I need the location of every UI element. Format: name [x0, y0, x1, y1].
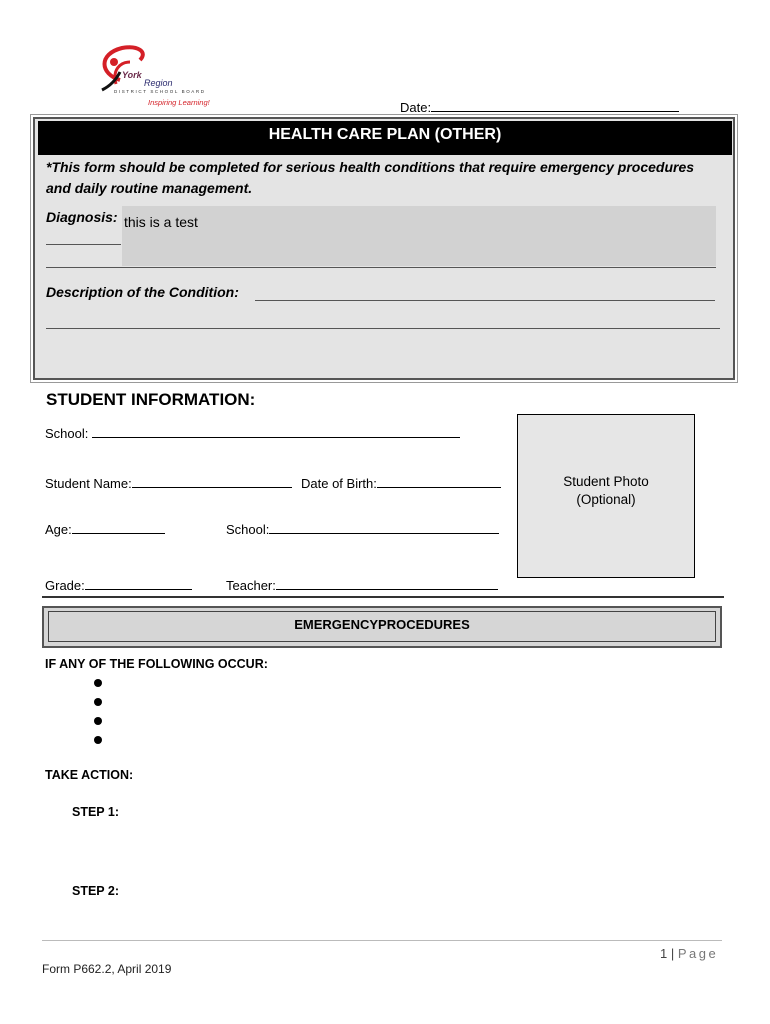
grade-input-line[interactable]: [85, 576, 192, 590]
school-field[interactable]: [45, 424, 460, 441]
teacher-field[interactable]: [226, 576, 498, 593]
grade-label: Grade:: [45, 578, 85, 593]
age-input-line[interactable]: [72, 520, 165, 534]
diagnosis-underline: [46, 244, 121, 245]
footer-divider: [42, 940, 722, 941]
date-label: Date:: [400, 100, 432, 115]
logo-tagline: Inspiring Learning!: [148, 98, 210, 107]
step-2-label: STEP 2:: [72, 884, 120, 898]
logo-word-york: York: [122, 70, 142, 80]
school2-input-line[interactable]: [269, 520, 499, 534]
page-separator: |: [670, 946, 675, 961]
bullet-item-3: [94, 717, 102, 725]
school2-label: School:: [226, 522, 270, 537]
age-label: Age:: [45, 522, 72, 537]
emergency-procedures-title: EMERGENCYPROCEDURES: [48, 611, 716, 642]
description-input-line[interactable]: [255, 284, 715, 301]
teacher-label: Teacher:: [226, 578, 276, 593]
if-any-heading: IF ANY OF THE FOLLOWING OCCUR:: [45, 657, 268, 671]
take-action-heading: TAKE ACTION:: [45, 768, 134, 782]
grade-field[interactable]: [45, 576, 192, 593]
dob-label: Date of Birth:: [301, 476, 377, 491]
student-name-label: Student Name:: [45, 476, 132, 491]
school-input-line[interactable]: [92, 424, 460, 438]
student-name-field[interactable]: [45, 474, 292, 491]
form-identifier: Form P662.2, April 2019: [42, 962, 172, 976]
step-1-label: STEP 1:: [72, 805, 120, 819]
dob-input-line[interactable]: [377, 474, 501, 488]
dob-field[interactable]: [301, 474, 501, 491]
date-field[interactable]: [400, 98, 679, 115]
page-number-value: 1: [660, 946, 668, 961]
form-instructions: *This form should be completed for serious health conditions that require emergency procedures and daily routine management.: [46, 159, 695, 196]
logo-word-region: Region: [144, 78, 173, 88]
diagnosis-label: Diagnosis:: [46, 209, 118, 225]
diagnosis-line-2: [46, 267, 716, 268]
date-input-line[interactable]: [431, 98, 679, 112]
student-name-input-line[interactable]: [132, 474, 292, 488]
student-info-heading: STUDENT INFORMATION:: [46, 390, 256, 409]
age-field[interactable]: [45, 520, 165, 537]
bullet-item-1: [94, 679, 102, 687]
photo-label: Student Photo: [563, 474, 649, 489]
student-photo-box[interactable]: [517, 414, 695, 578]
school-label: School:: [45, 426, 89, 441]
photo-optional-label: (Optional): [576, 492, 636, 507]
description-label: Description of the Condition:: [46, 284, 239, 300]
diagnosis-input-area[interactable]: [122, 206, 716, 266]
bullet-item-4: [94, 736, 102, 744]
page-word: Page: [677, 946, 719, 961]
page-number: [660, 946, 718, 961]
school2-field[interactable]: [226, 520, 499, 537]
bullet-item-2: [94, 698, 102, 706]
logo-board-name: DISTRICT SCHOOL BOARD: [114, 89, 206, 94]
school-board-logo: [86, 40, 216, 112]
teacher-input-line[interactable]: [276, 576, 498, 590]
health-care-plan-title: HEALTH CARE PLAN (OTHER): [38, 121, 732, 155]
description-line-2: [46, 328, 720, 329]
diagnosis-value[interactable]: this is a test: [124, 214, 198, 230]
section-divider: [42, 596, 724, 598]
